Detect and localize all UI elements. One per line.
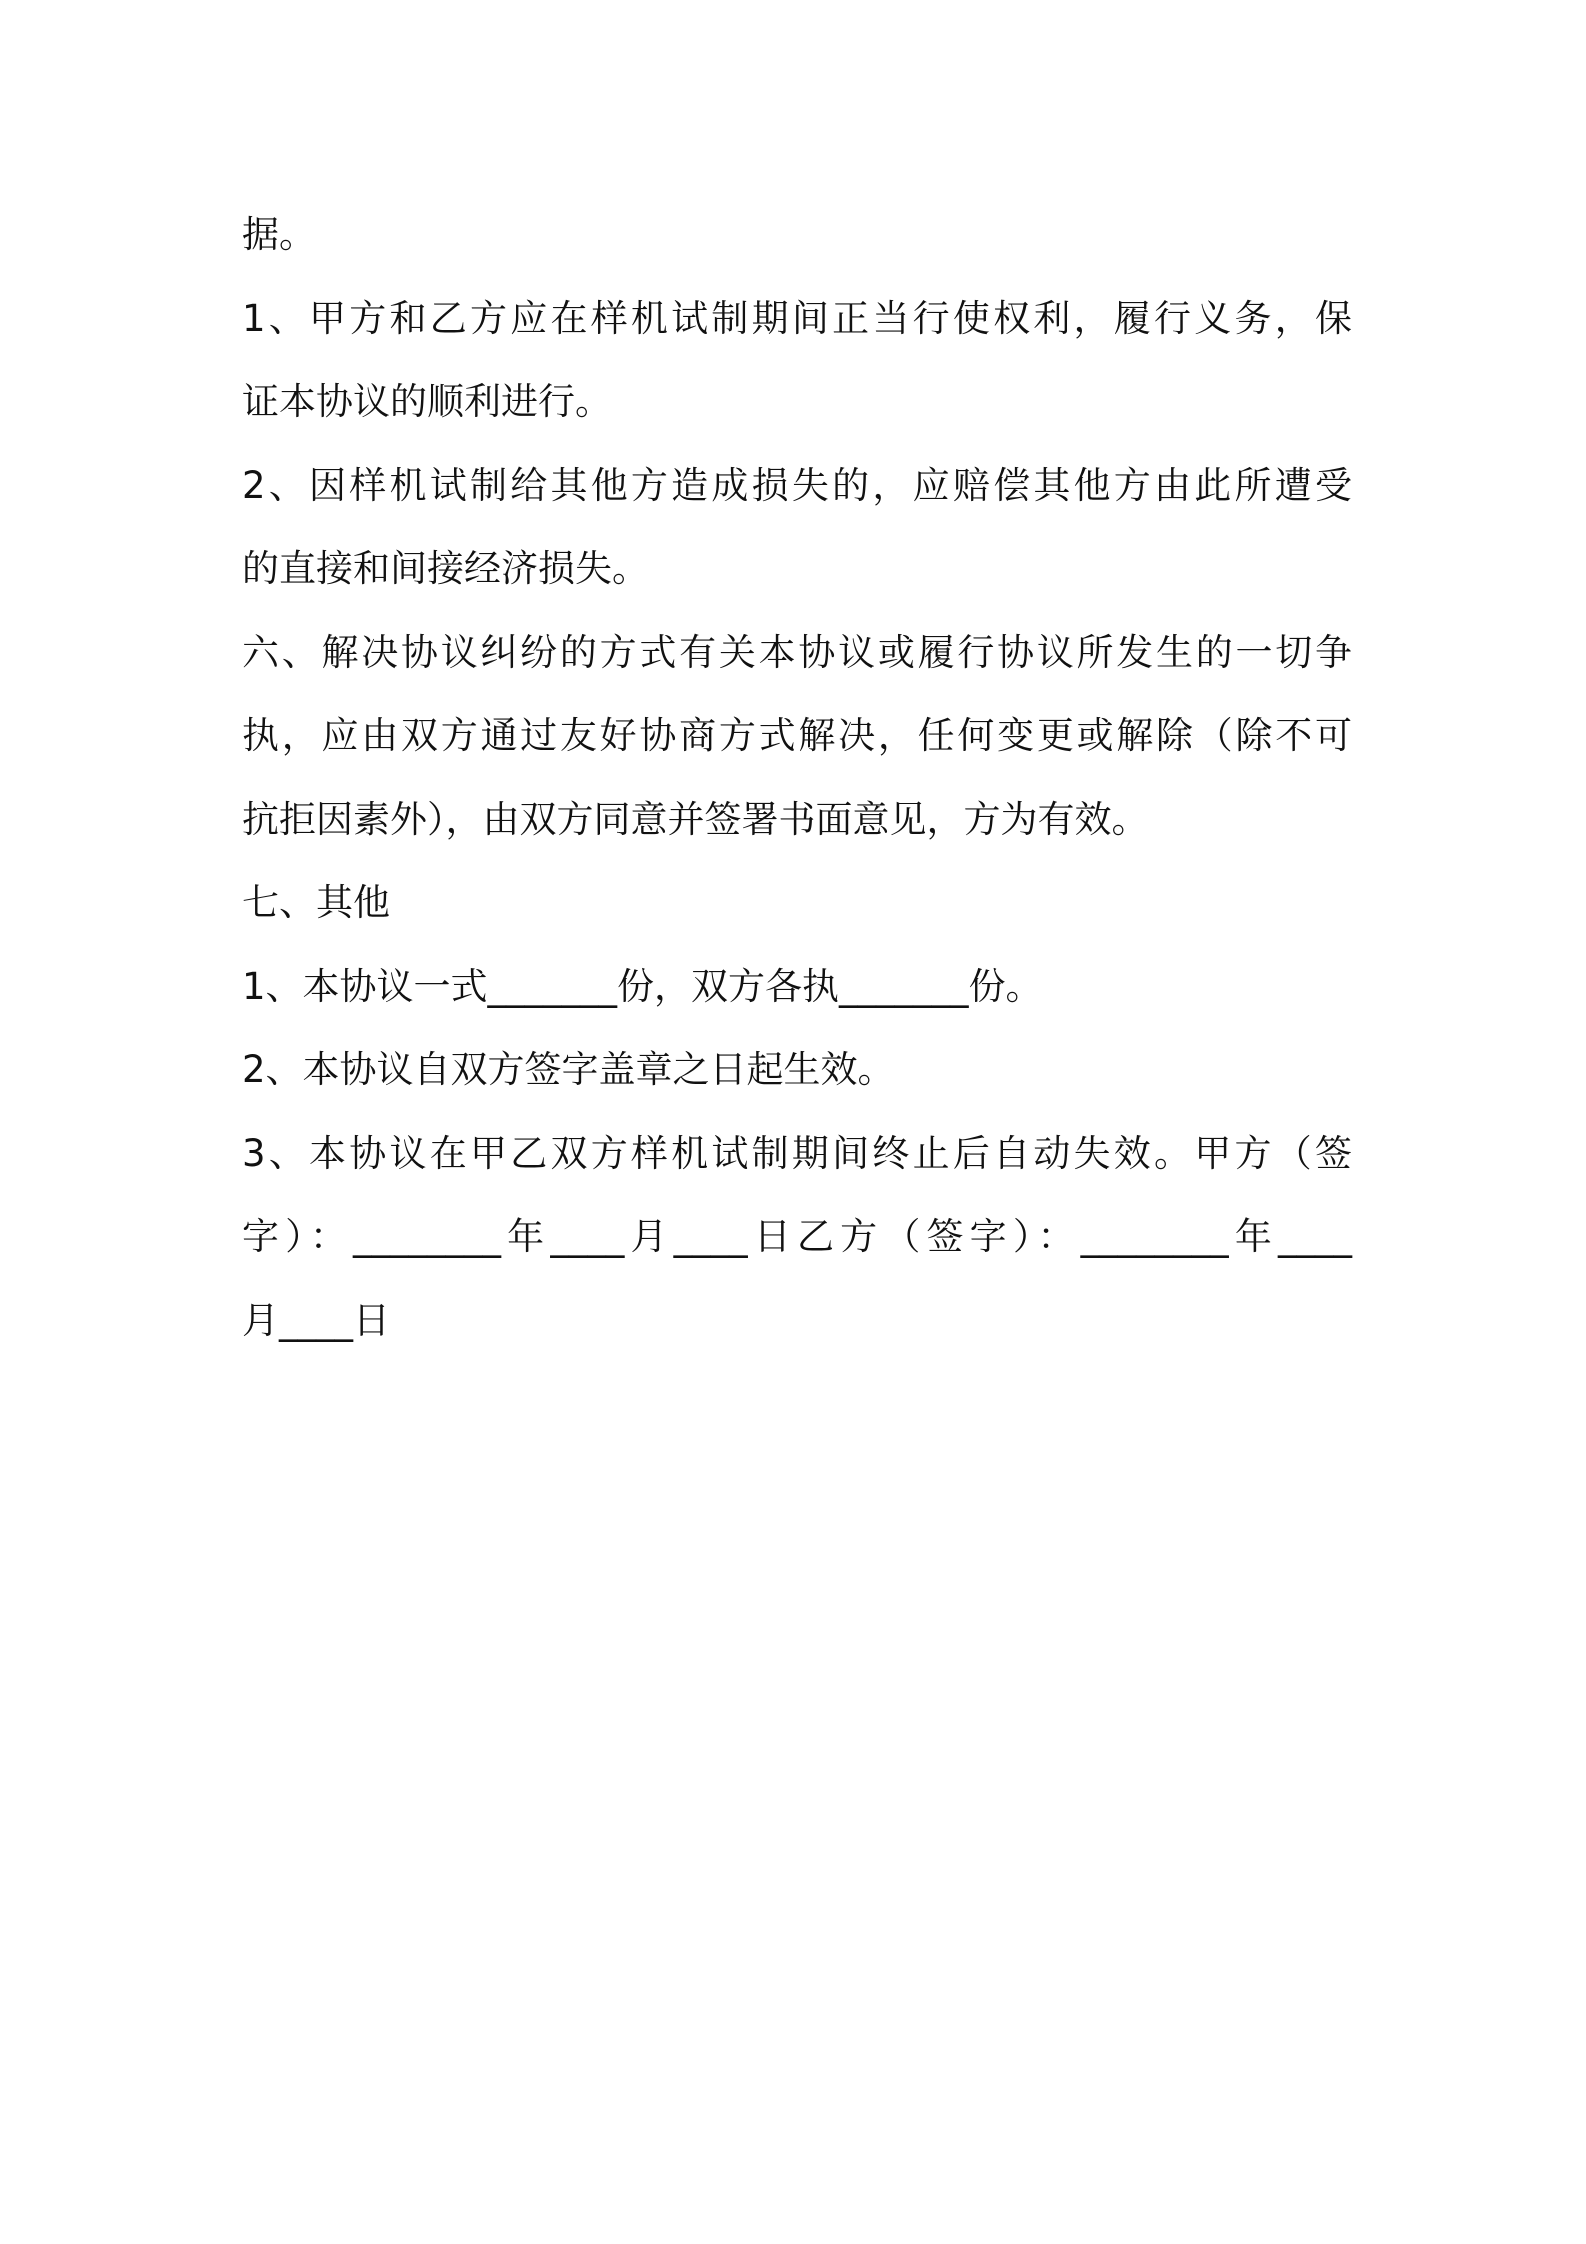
text-line-10: 1、本协议一式_______份，双方各执_______份。 — [242, 964, 1043, 1008]
text-line-8: 抗拒因素外），由双方同意并签署书面意见，方为有效。 — [242, 797, 1149, 841]
text-line-1: 据。 — [242, 213, 316, 256]
text-line-12: 3、本协议在甲乙双方样机试制期间终止后自动失效。甲方（签 — [242, 1131, 1352, 1175]
text-line-5: 的直接和间接经济损失。 — [242, 547, 649, 590]
document-body — [242, 193, 1352, 1362]
text-line-4: 2、因样机试制给其他方造成损失的，应赔偿其他方由此所遭受 — [242, 463, 1352, 507]
text-line-7: 执，应由双方通过友好协商方式解决，任何变更或解除（除不可 — [242, 714, 1352, 757]
signature-date-line-end: 月____日 — [242, 1298, 390, 1342]
section-heading-other: 七、其他 — [242, 881, 390, 924]
signature-date-line: 字）：________年____月____日乙方（签字）：________年____ — [242, 1215, 1352, 1258]
text-line-6: 六、解决协议纠纷的方式有关本协议或履行协议所发生的一切争 — [242, 630, 1352, 674]
text-line-3: 证本协议的顺利进行。 — [242, 380, 612, 423]
text-line-11: 2、本协议自双方签字盖章之日起生效。 — [242, 1048, 895, 1091]
text-line-2: 1、甲方和乙方应在样机试制期间正当行使权利，履行义务，保 — [242, 296, 1352, 340]
